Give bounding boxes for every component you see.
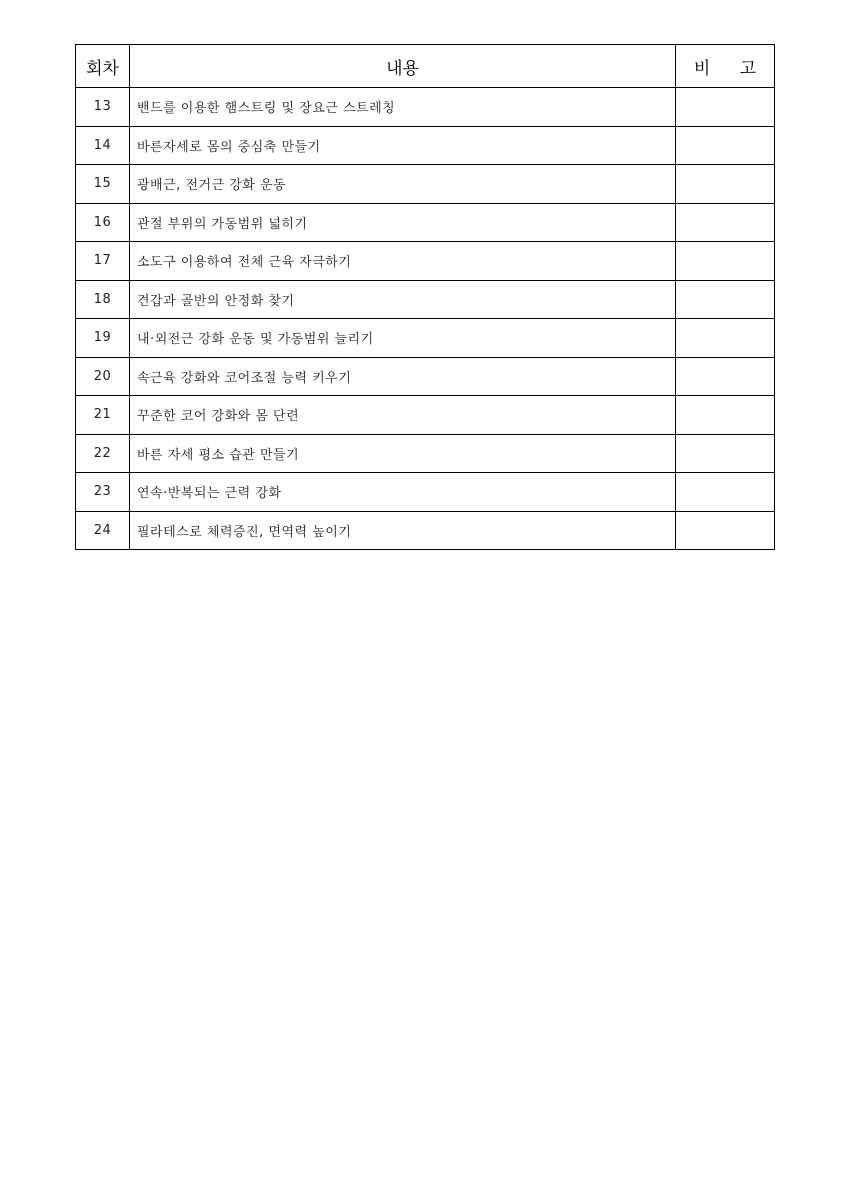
session-cell: 21	[76, 396, 130, 435]
table-row	[76, 473, 775, 512]
note-cell	[676, 511, 775, 550]
content-cell: 바른 자세 평소 습관 만들기	[130, 434, 676, 473]
session-cell: 13	[76, 88, 130, 127]
content-cell: 내·외전근 강화 운동 및 가동범위 늘리기	[130, 319, 676, 358]
content-cell: 소도구 이용하여 전체 근육 자극하기	[130, 242, 676, 281]
content-cell: 광배근, 전거근 강화 운동	[130, 165, 676, 204]
table-row	[76, 396, 775, 435]
table-row	[76, 242, 775, 281]
content-cell: 필라테스로 체력증진, 면역력 높이기	[130, 511, 676, 550]
note-cell	[676, 126, 775, 165]
session-cell: 17	[76, 242, 130, 281]
session-cell: 18	[76, 280, 130, 319]
content-cell: 밴드를 이용한 햄스트링 및 장요근 스트레칭	[130, 88, 676, 127]
table-row	[76, 319, 775, 358]
table-header-row	[76, 45, 775, 88]
session-cell: 22	[76, 434, 130, 473]
header-session: 회차	[76, 45, 130, 88]
content-cell: 관절 부위의 가동범위 넓히기	[130, 203, 676, 242]
note-cell	[676, 396, 775, 435]
note-cell	[676, 88, 775, 127]
note-cell	[676, 280, 775, 319]
note-cell	[676, 357, 775, 396]
session-cell: 15	[76, 165, 130, 204]
table-row	[76, 357, 775, 396]
table-row	[76, 511, 775, 550]
curriculum-table	[75, 44, 775, 550]
session-cell: 23	[76, 473, 130, 512]
header-content: 내용	[130, 45, 676, 88]
note-cell	[676, 434, 775, 473]
content-cell: 견갑과 골반의 안정화 찾기	[130, 280, 676, 319]
session-cell: 14	[76, 126, 130, 165]
session-cell: 16	[76, 203, 130, 242]
table-row	[76, 88, 775, 127]
note-cell	[676, 242, 775, 281]
content-cell: 속근육 강화와 코어조절 능력 키우기	[130, 357, 676, 396]
note-cell	[676, 473, 775, 512]
note-cell	[676, 203, 775, 242]
table-row	[76, 280, 775, 319]
note-cell	[676, 165, 775, 204]
table-row	[76, 126, 775, 165]
session-cell: 19	[76, 319, 130, 358]
content-cell: 꾸준한 코어 강화와 몸 단련	[130, 396, 676, 435]
table-row	[76, 434, 775, 473]
content-cell: 바른자세로 몸의 중심축 만들기	[130, 126, 676, 165]
session-cell: 20	[76, 357, 130, 396]
table-row	[76, 165, 775, 204]
session-cell: 24	[76, 511, 130, 550]
table-row	[76, 203, 775, 242]
header-note: 비 고	[676, 45, 775, 88]
content-cell: 연속·반복되는 근력 강화	[130, 473, 676, 512]
note-cell	[676, 319, 775, 358]
